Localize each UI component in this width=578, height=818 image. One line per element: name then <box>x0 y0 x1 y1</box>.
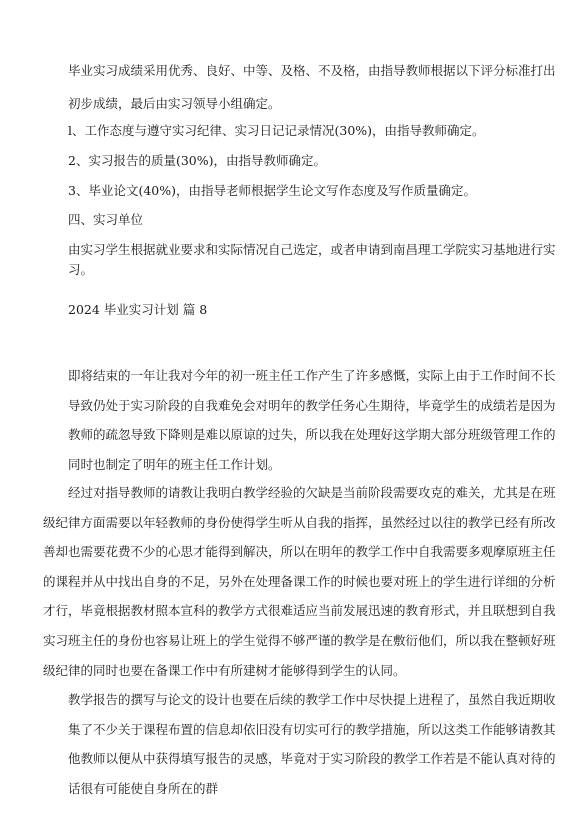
plan-8-title: 2024 毕业实习计划 篇 8 <box>68 302 208 317</box>
grading-item-1: l、工作态度与遵守实习纪律、实习日记记录情况(30%)，由指导教师确定。 <box>68 123 485 138</box>
internship-unit-paragraph: 由实习学生根据就业要求和实际情况自己选定，或者申请到南昌理工学院实习基地进行实习。 <box>68 242 556 277</box>
section-heading-internship-unit: 四、实习单位 <box>68 212 144 227</box>
plan-8-paragraph-2: 经过对指导教师的请教让我明白教学经验的欠缺是当前阶段需要攻克的难关，尤其是在班级纪律方面需要以年轻教师的身份使得学生听从自我的指挥，虽然经过以往的教学已经有所改善却也需要花费不少的心思才能得到解决，所以在明年的教学工作中自我需要多观摩原班主任的课程并从中找出自身的不足，另外在处理备课工作的时候也要对班上的学生进行详细的分析才行，毕竟根据教材照本宣科的教学方式很难适应当前发展迅速的教育形式，并且联想到自我实习班主任的身份也容易让班上的学生觉得不够严谨的教学是在敷衍他们，所以我在整顿好班级纪律的同时也要在备课工作中有所建树才能够得到学生的认同。 <box>43 485 556 678</box>
grading-item-3: 3、毕业论文(40%)，由指导老师根据学生论文写作态度及写作质量确定。 <box>68 183 476 198</box>
grading-intro-text: 毕业实习成绩采用优秀、良好、中等、及格、不及格，由指导教师根据以下评分标准打出初步成绩，最后由实习领导小组确定。 <box>68 63 556 111</box>
plan-8-paragraph-1: 即将结束的一年让我对今年的初一班主任工作产生了许多感慨，实际上由于工作时间不长导致仍处于实习阶段的自我难免会对明年的教学任务心生期待，毕竟学生的成绩若是因为教师的疏忽导致下降则是难以原谅的过失，所以我在处理好这学期大部分班级管理工作的同时也制定了明年的班主任工作计划。 <box>68 368 556 472</box>
plan-8-paragraph-3: 教学报告的撰写与论文的设计也要在后续的教学工作中尽快提上进程了，虽然自我近期收集了不少关于课程布置的信息却依旧没有切实可行的教学措施，所以这类工作能够请教其他教师以便从中获得填写报告的灵感，毕竟对于实习阶段的教学工作若是不能认真对待的话很有可能使自身所在的群 <box>68 692 556 796</box>
grading-intro-paragraph <box>68 54 558 120</box>
grading-item-2: 2、实习报告的质量(30%)，由指导教师确定。 <box>68 153 326 168</box>
